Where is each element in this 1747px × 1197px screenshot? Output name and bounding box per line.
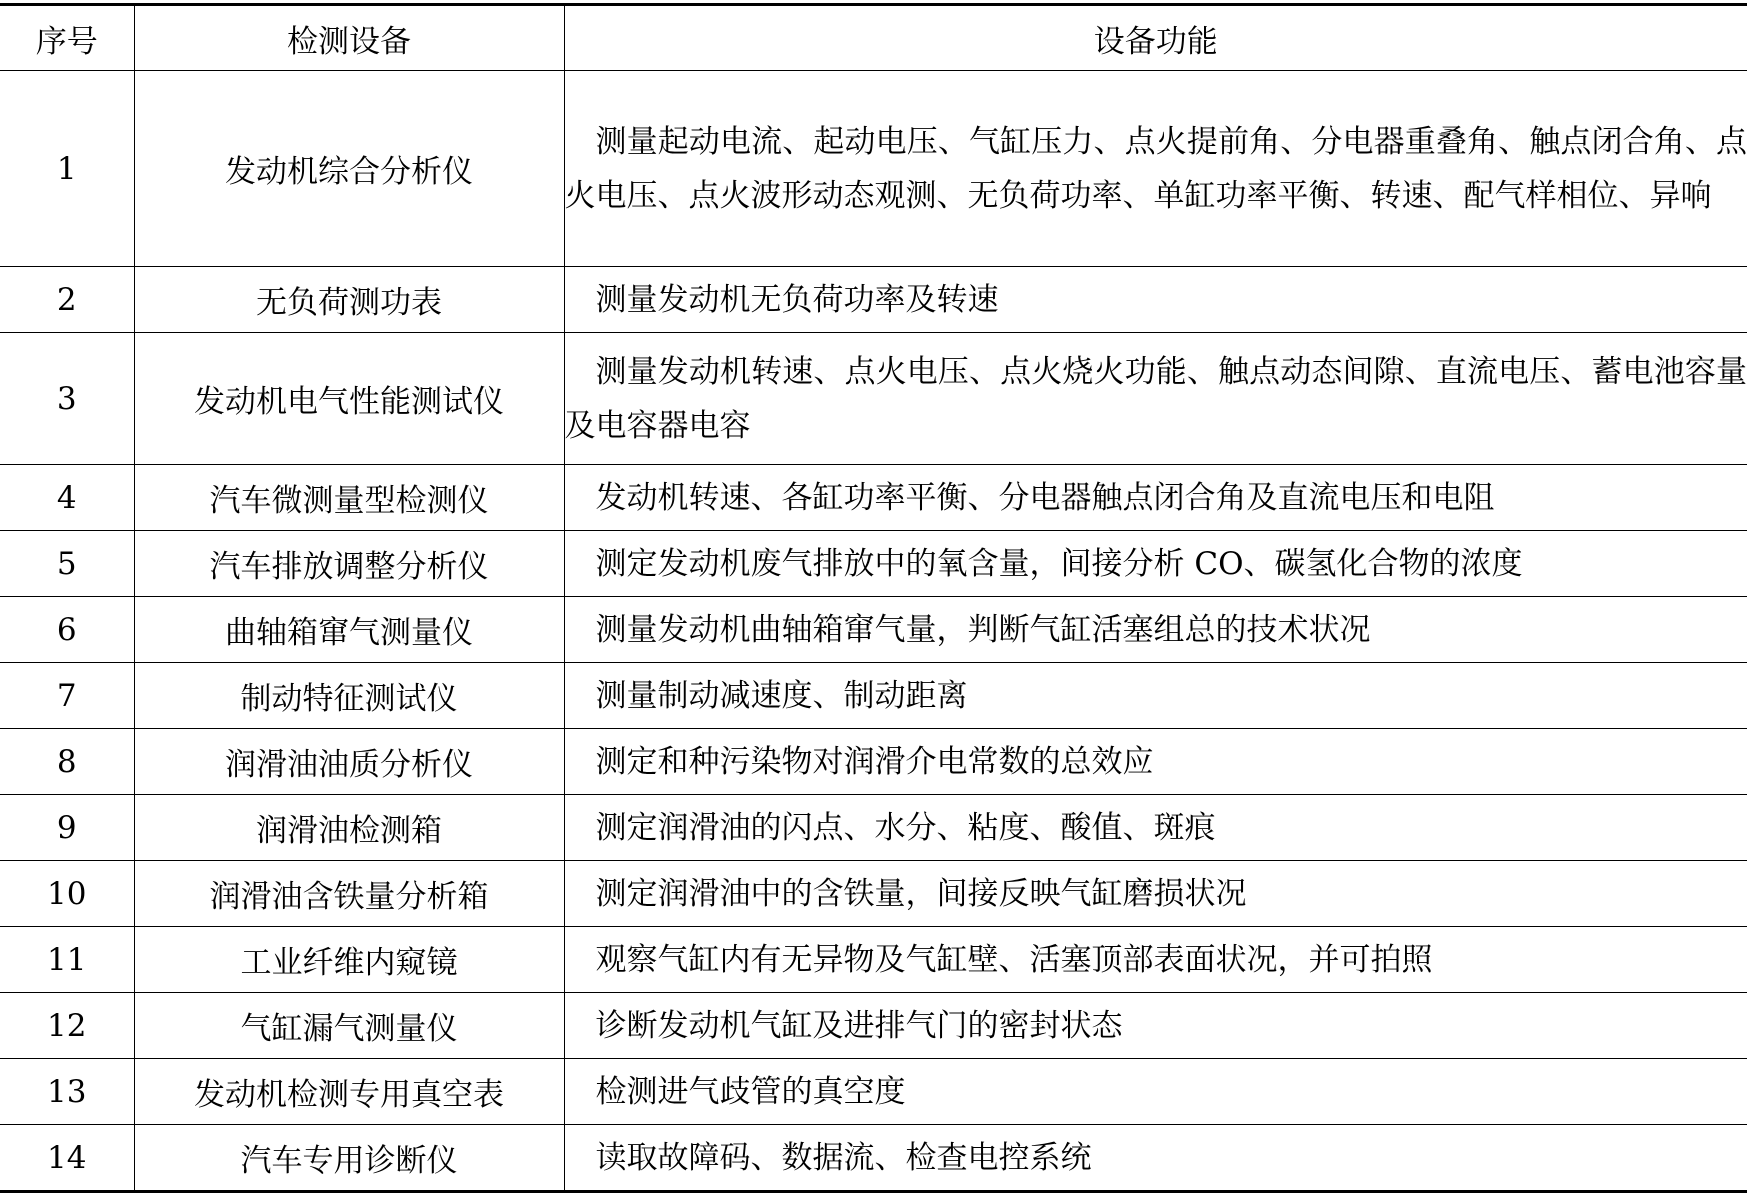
- row-index: 14: [0, 1125, 134, 1192]
- table-row: [0, 71, 1747, 267]
- row-index: 5: [0, 531, 134, 597]
- row-device: 润滑油含铁量分析箱: [134, 861, 564, 927]
- row-index: 10: [0, 861, 134, 927]
- row-device: 汽车排放调整分析仪: [134, 531, 564, 597]
- row-function: 测定发动机废气排放中的氧含量，间接分析 CO、碳氢化合物的浓度: [564, 531, 1747, 597]
- row-device: 发动机电气性能测试仪: [134, 333, 564, 465]
- row-device: 汽车专用诊断仪: [134, 1125, 564, 1192]
- table-row: [0, 465, 1747, 531]
- header-device: 检测设备: [134, 5, 564, 71]
- row-device: 工业纤维内窥镜: [134, 927, 564, 993]
- row-function: 测定和种污染物对润滑介电常数的总效应: [564, 729, 1747, 795]
- row-index: 13: [0, 1059, 134, 1125]
- row-index: 11: [0, 927, 134, 993]
- row-function: 测定润滑油的闪点、水分、粘度、酸值、斑痕: [564, 795, 1747, 861]
- row-device: 曲轴箱窜气测量仪: [134, 597, 564, 663]
- row-device: 润滑油检测箱: [134, 795, 564, 861]
- row-index: 3: [0, 333, 134, 465]
- row-index: 4: [0, 465, 134, 531]
- table-row: [0, 597, 1747, 663]
- table-row: [0, 333, 1747, 465]
- row-function: 发动机转速、各缸功率平衡、分电器触点闭合角及直流电压和电阻: [564, 465, 1747, 531]
- row-function: 测定润滑油中的含铁量，间接反映气缸磨损状况: [564, 861, 1747, 927]
- row-index: 12: [0, 993, 134, 1059]
- table-row: [0, 795, 1747, 861]
- table-row: [0, 1125, 1747, 1192]
- row-device: 制动特征测试仪: [134, 663, 564, 729]
- row-index: 2: [0, 267, 134, 333]
- row-function: 测量发动机无负荷功率及转速: [564, 267, 1747, 333]
- table-row: [0, 729, 1747, 795]
- row-device: 气缸漏气测量仪: [134, 993, 564, 1059]
- table-row: [0, 927, 1747, 993]
- row-function: 测量发动机转速、点火电压、点火烧火功能、触点动态间隙、直流电压、蓄电池容量及电容器电容: [564, 333, 1747, 465]
- row-device: 润滑油油质分析仪: [134, 729, 564, 795]
- row-device: 发动机综合分析仪: [134, 71, 564, 267]
- table-row: [0, 1059, 1747, 1125]
- row-function: 测量起动电流、起动电压、气缸压力、点火提前角、分电器重叠角、触点闭合角、点火电压、点火波形动态观测、无负荷功率、单缸功率平衡、转速、配气样相位、异响: [564, 71, 1747, 267]
- row-index: 8: [0, 729, 134, 795]
- row-function: 测量制动减速度、制动距离: [564, 663, 1747, 729]
- table-row: [0, 531, 1747, 597]
- row-index: 7: [0, 663, 134, 729]
- row-device: 发动机检测专用真空表: [134, 1059, 564, 1125]
- header-index: 序号: [0, 5, 134, 71]
- row-function: 测量发动机曲轴箱窜气量，判断气缸活塞组总的技术状况: [564, 597, 1747, 663]
- table-row: [0, 267, 1747, 333]
- row-function: 观察气缸内有无异物及气缸壁、活塞顶部表面状况，并可拍照: [564, 927, 1747, 993]
- row-function: 诊断发动机气缸及进排气门的密封状态: [564, 993, 1747, 1059]
- row-index: 1: [0, 71, 134, 267]
- row-function: 检测进气歧管的真空度: [564, 1059, 1747, 1125]
- row-function: 读取故障码、数据流、检查电控系统: [564, 1125, 1747, 1192]
- row-index: 6: [0, 597, 134, 663]
- row-device: 汽车微测量型检测仪: [134, 465, 564, 531]
- row-index: 9: [0, 795, 134, 861]
- table-row: [0, 861, 1747, 927]
- table-header-row: [0, 5, 1747, 71]
- header-function: 设备功能: [564, 5, 1747, 71]
- row-device: 无负荷测功表: [134, 267, 564, 333]
- table-row: [0, 663, 1747, 729]
- table-row: [0, 993, 1747, 1059]
- equipment-table: [0, 3, 1747, 1193]
